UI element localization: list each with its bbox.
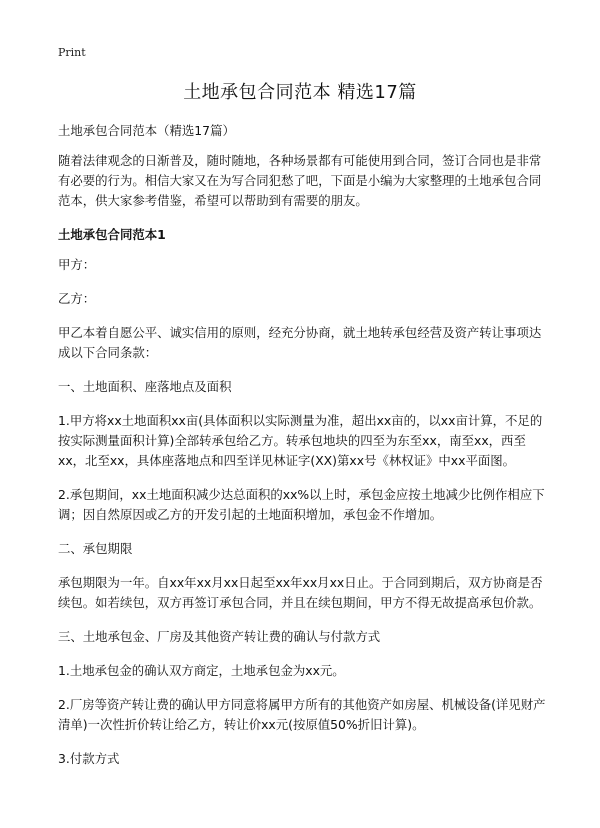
document-body: [58, 121, 546, 769]
print-label: Print: [58, 46, 86, 59]
document-title: 土地承包合同范本 精选17篇: [183, 82, 417, 103]
party-b-line: 乙方：: [58, 291, 96, 306]
party-a-line: 甲方：: [58, 257, 96, 272]
clause-heading: 一、土地面积、座落地点及面积: [58, 379, 232, 394]
clause-item: 3.付款方式: [58, 751, 120, 766]
document-subtitle: 土地承包合同范本（精选17篇）: [58, 123, 235, 138]
clause-paragraph: 承包期限为一年。自xx年xx月xx日起至xx年xx月xx日止。于合同到期后，双方协商是否续包。如若续包，双方再签订承包合同，并且在续包期间，甲方不得无故提高承包价款。: [58, 575, 543, 610]
preamble-paragraph: 甲乙本着自愿公平、诚实信用的原则，经充分协商，就土地转承包经营及资产转让事项达成以下合同条款：: [58, 325, 542, 360]
clause-heading: 二、承包期限: [58, 541, 133, 556]
clause-item: 2.承包期间，xx土地面积减少达总面积的xx%以上时，承包金应按土地减少比例作相应下调；因自然原因或乙方的开发引起的土地面积增加，承包金不作增加。: [58, 487, 545, 522]
intro-paragraph: 随着法律观念的日渐普及，随时随地，各种场景都有可能使用到合同，签订合同也是非常有必要的行为。相信大家又在为写合同犯愁了吧，下面是小编为大家整理的土地承包合同范本，供大家参考借鉴，希望可以帮助到有需要的朋友。: [58, 153, 542, 208]
clause-item: 1.土地承包金的确认双方商定，土地承包金为xx元。: [58, 663, 345, 678]
clause-item: 2.厂房等资产转让费的确认甲方同意将属甲方所有的其他资产如房屋、机械设备(详见财产清单)一次性折价转让给乙方，转让价xx元(按原值50%折旧计算)。: [58, 697, 546, 732]
section-heading: 土地承包合同范本1: [58, 227, 166, 242]
clause-heading: 三、土地承包金、厂房及其他资产转让费的确认与付款方式: [58, 629, 381, 644]
clause-item: 1.甲方将xx土地面积xx亩(具体面积以实际测量为准，超出xx亩的，以xx亩计算，不足的按实际测量面积计算)全部转承包给乙方。转承包地块的四至为东至xx，南至xx，西至xx，北至xx，具体座落地点和四至详见林证字(XX)第xx号《林权证》中xx平面图。: [58, 413, 543, 468]
